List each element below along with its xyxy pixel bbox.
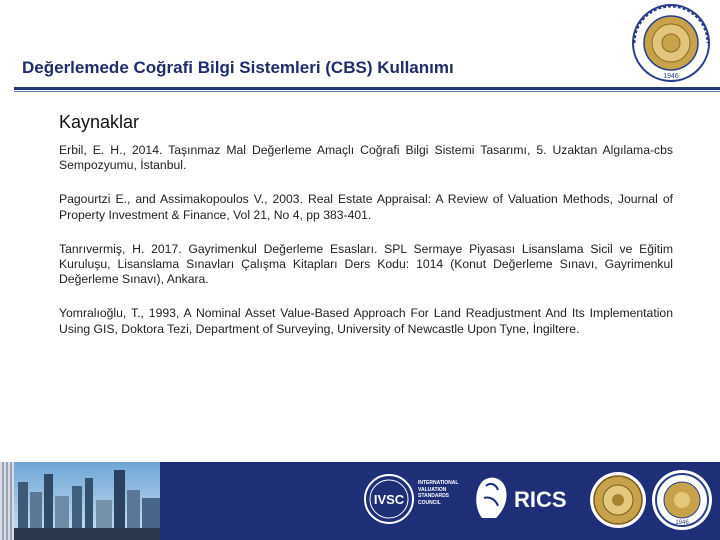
- reference-item: Tanrıvermiş, H. 2017. Gayrimenkul Değerleme Esasları. SPL Sermaye Piyasası Lisanslama Sicil ve Eğitim Kuruluşu, Lisanslama Sınavları Çalışma Kitapları Ders Kodu: 1014 (Konut Değerleme Sınavı, Gayrimenkul Değerleme Sınavı), Ankara.: [59, 241, 673, 287]
- references-section: [59, 112, 673, 356]
- reference-item: Erbil, E. H., 2014. Taşınmaz Mal Değerleme Amaçlı Coğrafi Bilgi Sistemi Tasarımı, 5. Uzaktan Algılama-cbs Sempozyumu, İstanbul.: [59, 143, 673, 173]
- title-divider: [14, 87, 720, 90]
- city-skyline-image: [0, 462, 160, 540]
- reference-item: Pagourtzi E., and Assimakopoulos V., 2003. Real Estate Appraisal: A Review of Valuation Methods, Journal of Property Investment & Finance, Vol 21, No 4, pp 383-401.: [59, 192, 673, 222]
- gold-seal-logo: [590, 472, 646, 528]
- ankara-university-logo: [628, 3, 714, 83]
- section-heading: Kaynaklar: [59, 112, 140, 132]
- ivsc-label: IVSC: [373, 492, 405, 507]
- rics-lion-icon: [476, 478, 506, 518]
- decorative-stripes: [0, 462, 14, 540]
- logo-year-text: 1946: [663, 73, 679, 80]
- title-divider-thin: [14, 91, 720, 92]
- seal-year-text: 1946: [675, 520, 689, 526]
- reference-item: Yomralıoğlu, T., 1993, A Nominal Asset Value-Based Approach For Land Readjustment And Its Implementation Using GIS, Doktora Tezi, Department of Surveying, University of Newcastle Upon Tyne, İngiltere.: [59, 306, 673, 336]
- slide-title: Değerlemede Coğrafi Bilgi Sistemleri (CBS) Kullanımı: [22, 58, 454, 77]
- ankara-university-seal: [652, 470, 712, 530]
- ivsc-caption: INTERNATIONAL VALUATION STANDARDS COUNCIL: [418, 480, 459, 506]
- ivsc-logo: [365, 475, 413, 523]
- rics-label: RICS: [514, 487, 567, 512]
- partner-logos: [356, 462, 720, 540]
